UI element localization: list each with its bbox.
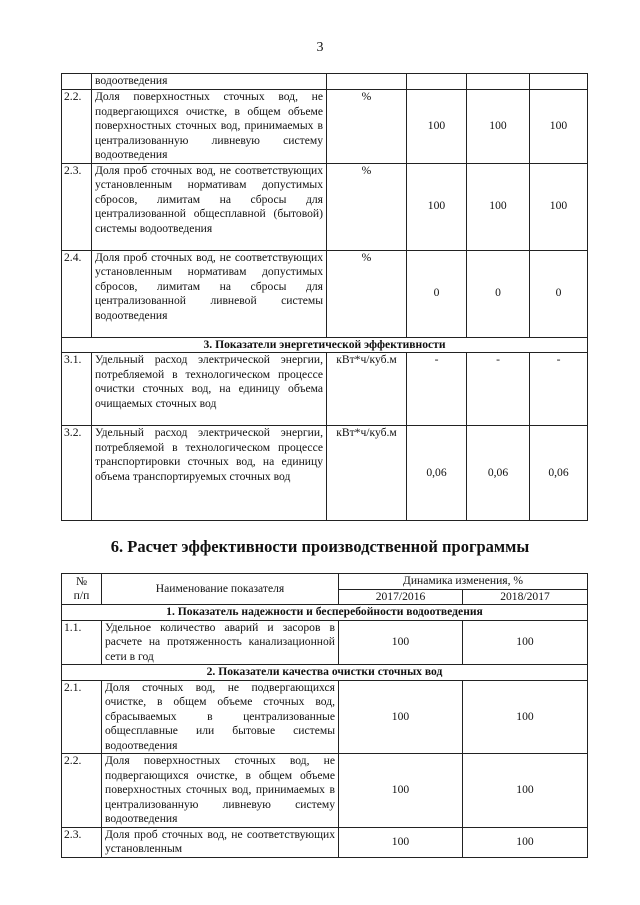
row-value-3: 100 xyxy=(530,90,588,164)
section-title: 1. Показатель надежности и бесперебойности водоотведения xyxy=(62,605,588,621)
section-row xyxy=(62,665,588,681)
indicators-table xyxy=(61,73,588,521)
section-title: 2. Показатели качества очистки сточных вод xyxy=(62,665,588,681)
row-value-1: 100 xyxy=(407,163,467,250)
row-value-1: 0 xyxy=(407,250,467,337)
row-value-2: 0 xyxy=(467,250,530,337)
row-index: 2.3. xyxy=(62,827,102,857)
row-value-3: 0 xyxy=(530,250,588,337)
row-value-2: 100 xyxy=(467,90,530,164)
row-index: 2.2. xyxy=(62,90,92,164)
row-value-1: 100 xyxy=(407,90,467,164)
column-header-dynamics: Динамика изменения, % xyxy=(339,574,588,590)
row-value-2: 100 xyxy=(463,827,588,857)
row-index: 2.1. xyxy=(62,680,102,754)
column-header-year-1: 2017/2016 xyxy=(339,589,463,605)
row-value-2: 0,06 xyxy=(467,426,530,521)
row-description: Удельный расход электрической энергии, потребляемой в технологическом процессе очистки сточных вод, на единицу объема очищаемых сточных вод xyxy=(92,353,327,426)
row-value-2: 100 xyxy=(463,754,588,828)
table-row xyxy=(62,74,588,90)
row-value-2: 100 xyxy=(463,620,588,665)
row-value-1 xyxy=(407,74,467,90)
row-unit xyxy=(327,74,407,90)
row-unit: % xyxy=(327,250,407,337)
row-value-2: 100 xyxy=(463,680,588,754)
row-value-3: 100 xyxy=(530,163,588,250)
row-description: Доля проб сточных вод, не соответствующих установленным xyxy=(102,827,339,857)
table-row xyxy=(62,827,588,857)
section-title: 3. Показатели энергетической эффективности xyxy=(62,337,588,353)
row-unit: % xyxy=(327,163,407,250)
section-heading: 6. Расчет эффективности производственной программы xyxy=(110,537,530,556)
row-description: Удельный расход электрической энергии, потребляемой в технологическом процессе транспортировки сточных вод, на единицу объема транспортируемых сточных вод xyxy=(92,426,327,521)
column-header-number-top: № xyxy=(75,574,88,588)
row-description: Доля поверхностных сточных вод, не подвергающихся очистке, в общем объеме поверхностных сточных вод, принимаемых в централизованную ливневую систему водоотведения xyxy=(92,90,327,164)
row-value-3: 0,06 xyxy=(530,426,588,521)
row-value-2: - xyxy=(467,353,530,426)
table-row xyxy=(62,250,588,337)
table-row xyxy=(62,353,588,426)
column-header-number-bottom: п/п xyxy=(73,589,90,602)
table-row xyxy=(62,426,588,521)
row-description: Доля проб сточных вод, не соответствующих установленным нормативам допустимых сбросов, лимитам на сбросы для централизованной общесплавной (бытовой) системы водоотведения xyxy=(92,163,327,250)
table-row xyxy=(62,163,588,250)
row-index: 2.2. xyxy=(62,754,102,828)
row-index: 2.3. xyxy=(62,163,92,250)
column-header-year-2: 2018/2017 xyxy=(463,589,588,605)
row-value-3: - xyxy=(530,353,588,426)
row-index: 3.2. xyxy=(62,426,92,521)
header-row xyxy=(62,574,588,590)
row-index: 3.1. xyxy=(62,353,92,426)
row-value-1: 100 xyxy=(339,754,463,828)
row-index xyxy=(62,74,92,90)
row-value-1: 100 xyxy=(339,620,463,665)
efficiency-table xyxy=(61,573,588,858)
row-value-2 xyxy=(467,74,530,90)
row-value-1: 100 xyxy=(339,827,463,857)
table-row xyxy=(62,680,588,754)
page-number: 3 xyxy=(316,40,324,55)
row-index: 1.1. xyxy=(62,620,102,665)
table-row xyxy=(62,90,588,164)
row-description: Удельное количество аварий и засоров в расчете на протяженность канализационной сети в год xyxy=(102,620,339,665)
row-unit: % xyxy=(327,90,407,164)
row-value-2: 100 xyxy=(467,163,530,250)
row-value-3 xyxy=(530,74,588,90)
table-row xyxy=(62,620,588,665)
table-row xyxy=(62,754,588,828)
row-description: водоотведения xyxy=(92,74,327,90)
row-unit: кВт*ч/куб.м xyxy=(327,353,407,426)
row-description: Доля проб сточных вод, не соответствующих установленным нормативам допустимых сбросов, лимитам на сбросы для централизованной ливневой системы водоотведения xyxy=(92,250,327,337)
row-index: 2.4. xyxy=(62,250,92,337)
section-row xyxy=(62,337,588,353)
section-row xyxy=(62,605,588,621)
row-description: Доля поверхностных сточных вод, не подвергающихся очистке, в общем объеме поверхностных сточных вод, принимаемых в централизованную ливневую систему водоотведения xyxy=(102,754,339,828)
column-header-number xyxy=(62,574,102,605)
row-value-1: 0,06 xyxy=(407,426,467,521)
row-value-1: 100 xyxy=(339,680,463,754)
row-unit: кВт*ч/куб.м xyxy=(327,426,407,521)
row-description: Доля сточных вод, не подвергающихся очистке, в общем объеме сточных вод, сбрасываемых в централизованные общесплавные или бытовые системы водоотведения xyxy=(102,680,339,754)
column-header-name: Наименование показателя xyxy=(102,574,339,605)
row-value-1: - xyxy=(407,353,467,426)
